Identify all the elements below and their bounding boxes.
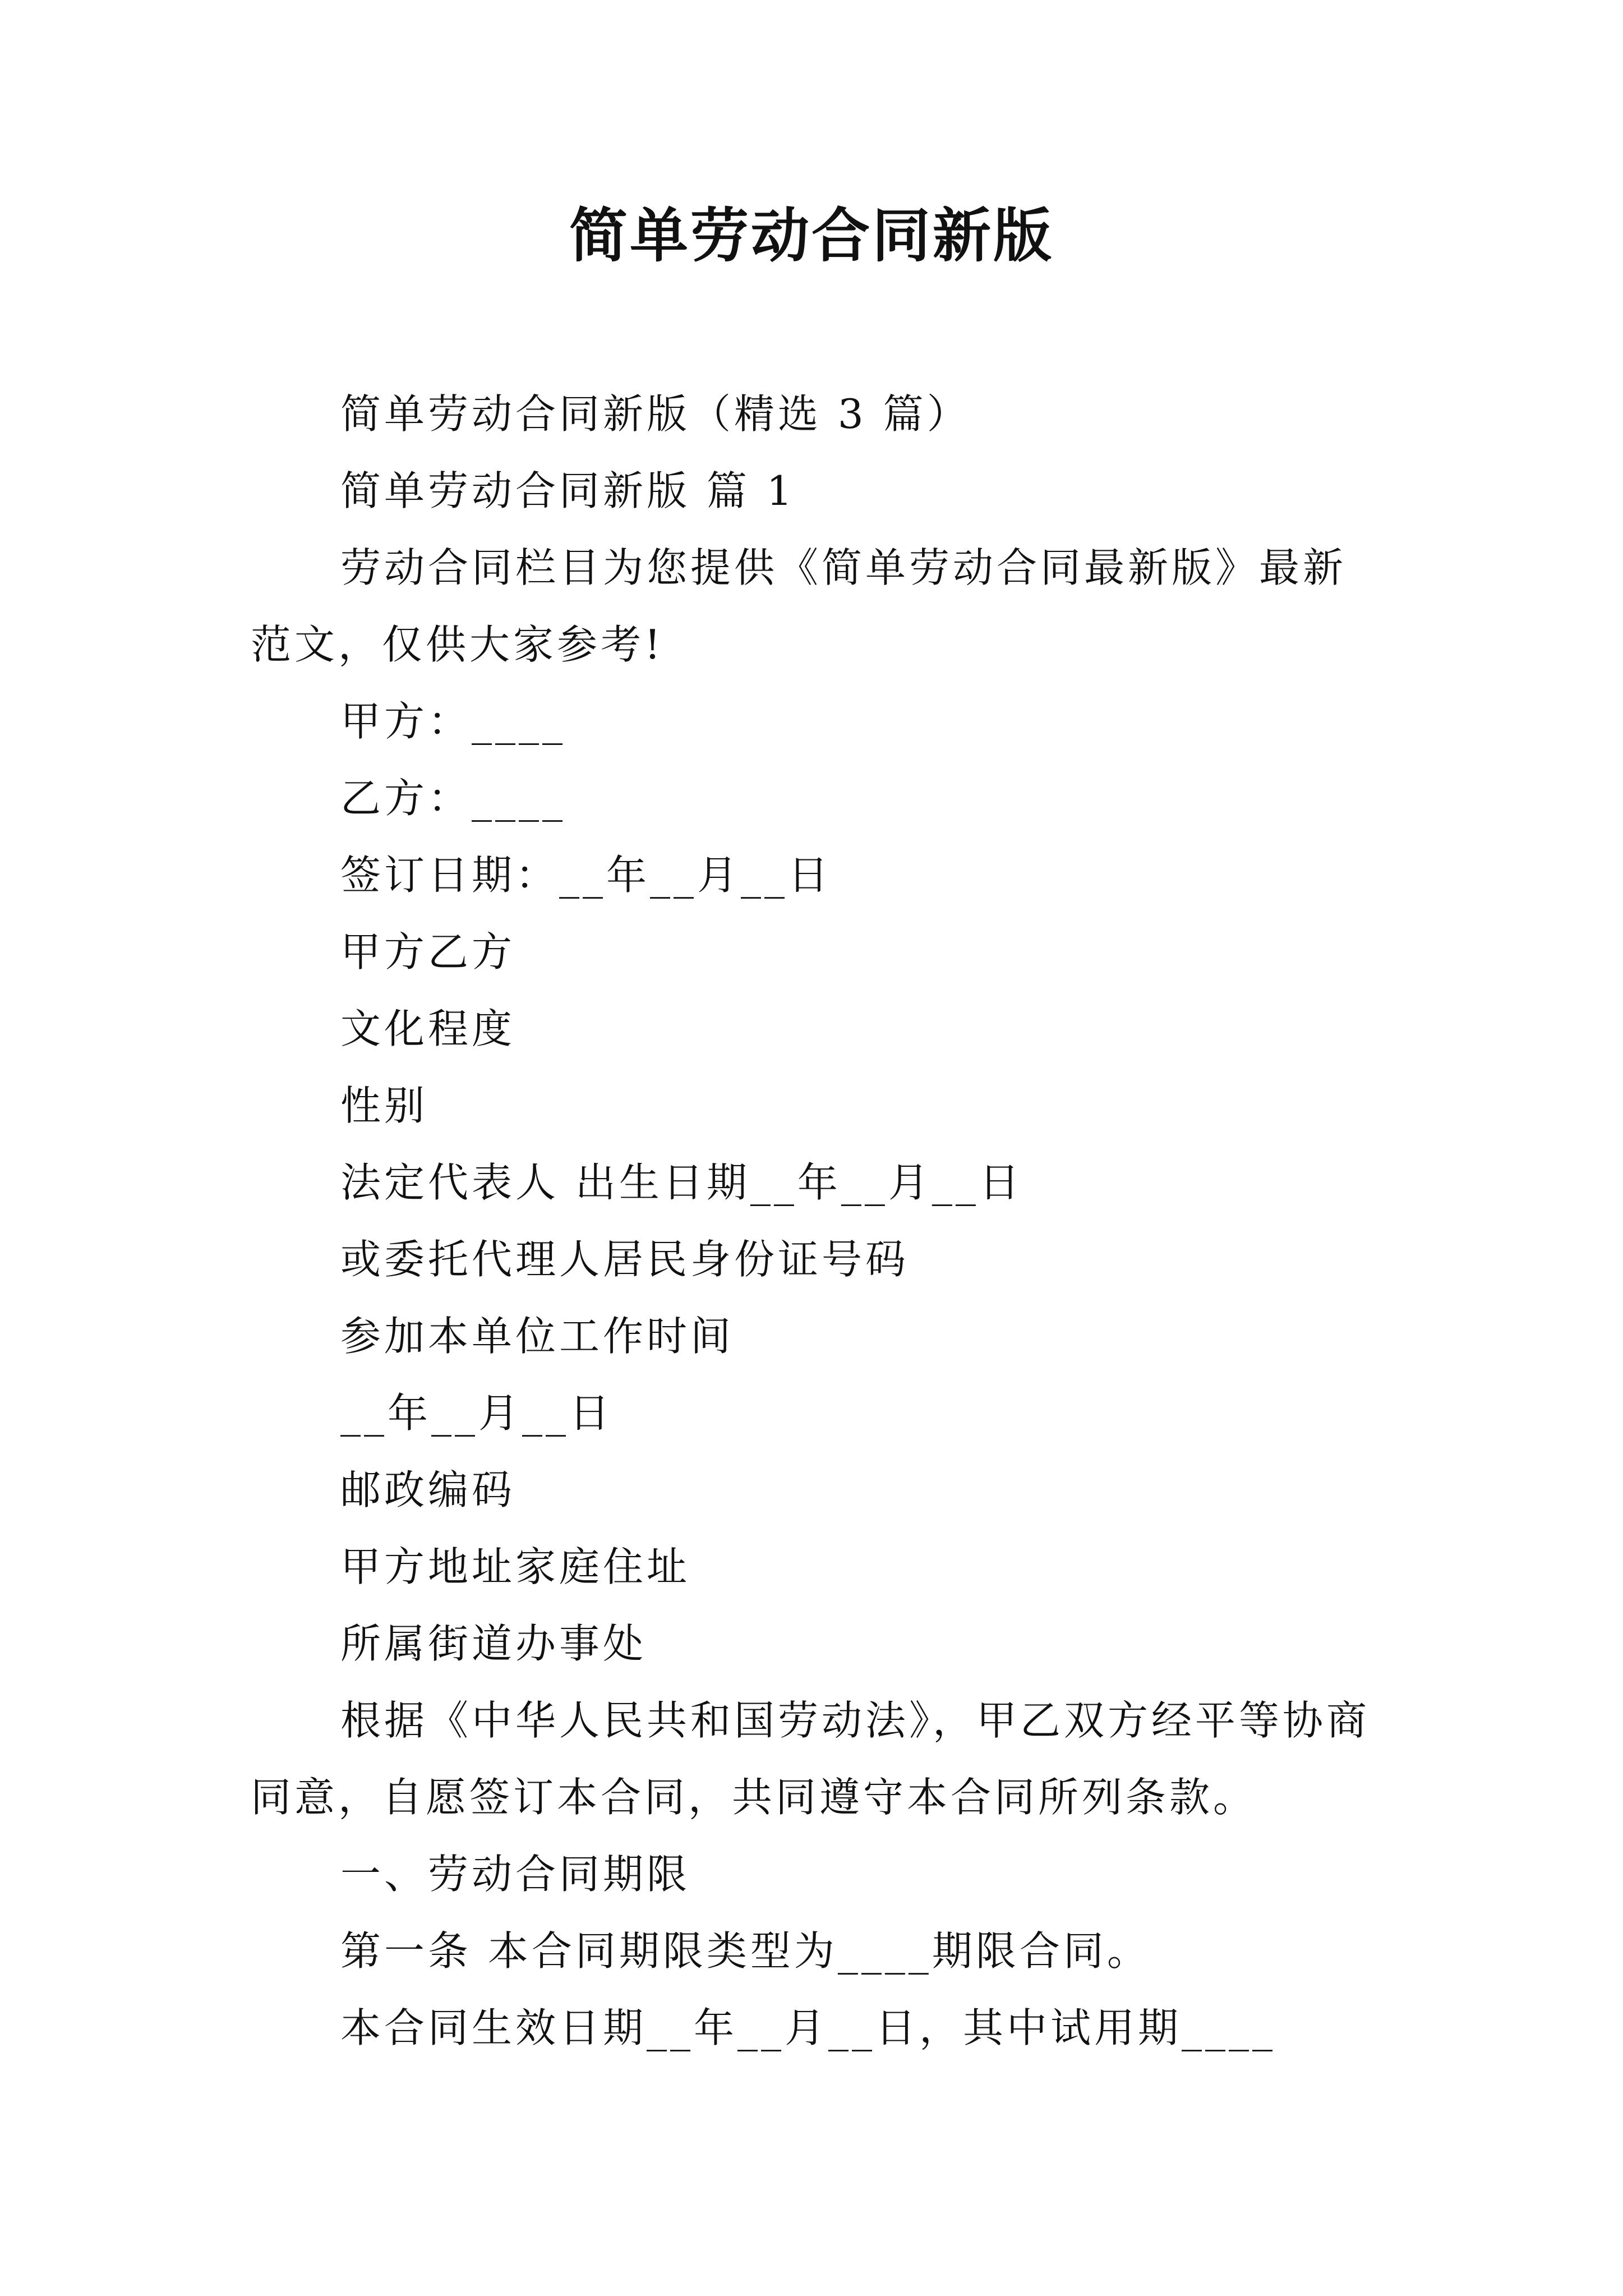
- paragraph: 参加本单位工作时间: [340, 1313, 735, 1360]
- document-title: 简单劳动合同新版: [569, 201, 1054, 270]
- paragraph: 或委托代理人居民身份证号码: [340, 1236, 910, 1283]
- paragraph: 第一条 本合同期限类型为____期限合同。: [340, 1927, 1151, 1975]
- paragraph: __年__月__日: [340, 1389, 614, 1437]
- paragraph: 简单劳动合同新版（精选 3 篇）: [340, 390, 971, 438]
- paragraph: 邮政编码: [340, 1466, 516, 1513]
- paragraph: 简单劳动合同新版 篇 1: [340, 467, 796, 514]
- paragraph: 签订日期：__年__月__日: [340, 852, 832, 899]
- paragraph: 乙方：____: [340, 775, 566, 822]
- paragraph: 劳动合同栏目为您提供《简单劳动合同最新版》最新范文，仅供大家参考!: [251, 544, 1347, 668]
- paragraph: 本合同生效日期__年__月__日，其中试用期____: [340, 2004, 1276, 2051]
- paragraph: 文化程度: [340, 1005, 516, 1052]
- paragraph: 一、劳动合同期限: [340, 1851, 691, 1898]
- paragraph: 法定代表人 出生日期__年__月__日: [340, 1159, 1023, 1206]
- paragraph: 所属街道办事处: [340, 1620, 647, 1667]
- paragraph: 甲方乙方: [340, 928, 516, 976]
- document-body: [251, 376, 1377, 2067]
- paragraph: 根据《中华人民共和国劳动法》，甲乙双方经平等协商同意，自愿签订本合同，共同遵守本合同所列条款。: [251, 1697, 1371, 1821]
- paragraph: 甲方：____: [340, 698, 566, 745]
- paragraph: 甲方地址家庭住址: [340, 1543, 691, 1590]
- paragraph: 性别: [340, 1082, 428, 1129]
